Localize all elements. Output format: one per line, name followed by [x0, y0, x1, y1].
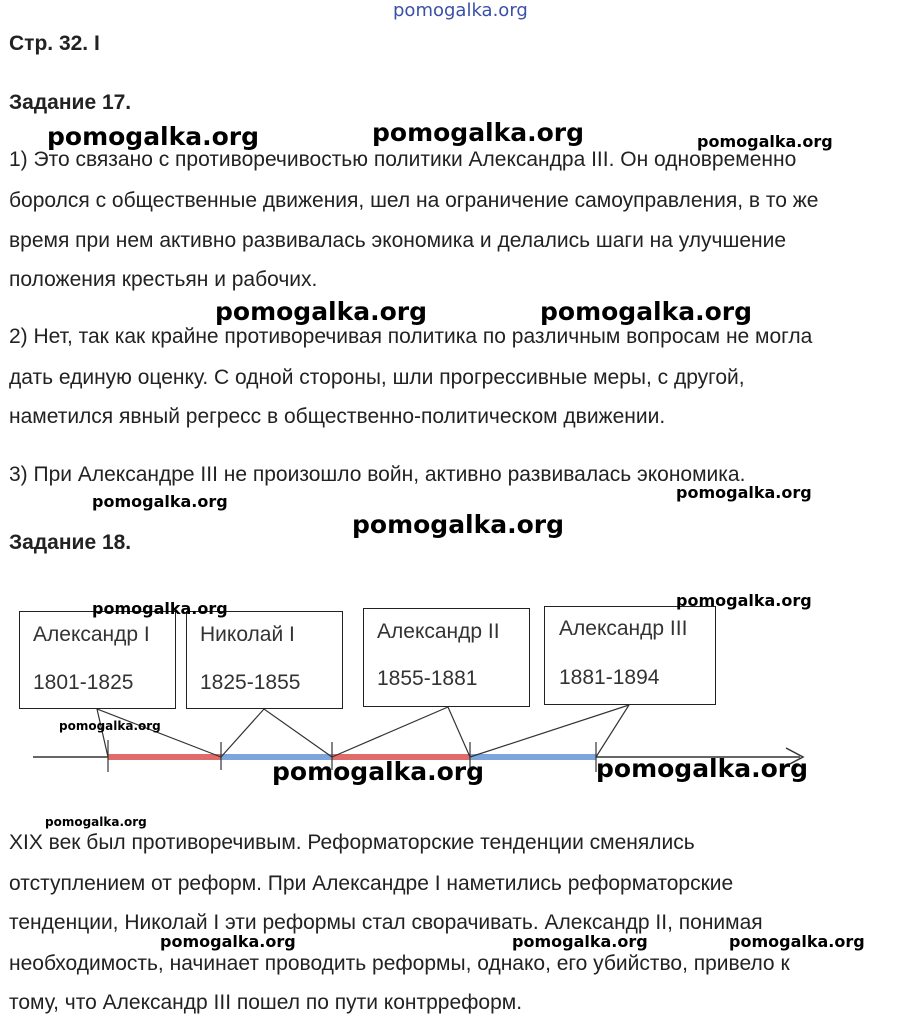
- watermark: pomogalka.org: [676, 483, 812, 502]
- task17-line: время при нем активно развивалась экономика и делались шаги на улучшение: [9, 229, 787, 252]
- task17-line: 3) При Александре III не произошло войн, активно развивалась экономика.: [9, 463, 746, 486]
- ruler-name: Николай I: [200, 623, 295, 646]
- ruler-box-alexander-ii: [363, 608, 530, 707]
- watermark: pomogalka.org: [729, 932, 865, 951]
- connector-nicholas-i: [221, 709, 332, 757]
- task17-line: положения крестьян и рабочих.: [9, 268, 318, 291]
- ruler-name: Александр II: [377, 620, 500, 643]
- task18-line: тенденции, Николай I эти реформы стал сворачивать. Александр II, понимая: [9, 911, 763, 934]
- task17-line: боролся с общественные движения, шел на ограничение самоуправления, в то же: [9, 189, 819, 212]
- task18-line: тому, что Александр III пошел по пути контрреформ.: [9, 991, 523, 1014]
- watermark: pomogalka.org: [45, 815, 147, 829]
- watermark: pomogalka.org: [92, 492, 228, 511]
- ruler-box-alexander-i: [19, 611, 176, 709]
- task17-line: дать единую оценку. С одной стороны, шли прогрессивные меры, с другой,: [9, 366, 745, 389]
- watermark: pomogalka.org: [697, 132, 833, 151]
- watermark: pomogalka.org: [92, 599, 228, 618]
- ruler-box-nicholas-i: [186, 611, 343, 709]
- connector-alexander-i: [97, 709, 221, 757]
- ruler-years: 1855-1881: [377, 667, 478, 690]
- ruler-name: Александр III: [559, 617, 688, 640]
- ruler-years: 1801-1825: [33, 671, 134, 694]
- ruler-name: Александр I: [33, 623, 150, 646]
- watermark: pomogalka.org: [160, 932, 296, 951]
- task17-line: 2) Нет, так как крайне противоречивая политика по различным вопросам не могла: [9, 325, 813, 348]
- watermark: pomogalka.org: [372, 118, 585, 147]
- task18-line: необходимость, начинает проводить реформы, однако, его убийство, привело к: [9, 952, 790, 975]
- connector-alexander-iii: [470, 705, 629, 757]
- page-reference: Стр. 32. I: [9, 32, 100, 55]
- ruler-years: 1881-1894: [559, 666, 660, 689]
- watermark: pomogalka.org: [596, 754, 809, 783]
- watermark: pomogalka.org: [512, 932, 648, 951]
- task18-title: Задание 18.: [9, 531, 132, 554]
- watermark: pomogalka.org: [215, 297, 428, 326]
- connector-alexander-ii: [332, 707, 470, 757]
- watermark: pomogalka.org: [540, 297, 753, 326]
- task18-line: отступлением от реформ. При Александре I наметились реформаторские: [9, 872, 734, 895]
- watermark: pomogalka.org: [676, 591, 812, 610]
- task17-title: Задание 17.: [9, 91, 132, 114]
- ruler-years: 1825-1855: [200, 671, 301, 694]
- task18-line: XIX век был противоречивым. Реформаторские тенденции сменялись: [9, 831, 695, 854]
- top-watermark: pomogalka.org: [393, 0, 528, 21]
- watermark: pomogalka.org: [272, 757, 485, 786]
- watermark: pomogalka.org: [352, 510, 565, 539]
- task17-line: 1) Это связано с противоречивостью политики Александра III. Он одновременно: [9, 148, 797, 171]
- watermark: pomogalka.org: [47, 122, 260, 151]
- task17-line: наметился явный регресс в общественно-политическом движении.: [9, 405, 666, 428]
- watermark: pomogalka.org: [59, 719, 161, 733]
- ruler-box-alexander-iii: [544, 606, 716, 705]
